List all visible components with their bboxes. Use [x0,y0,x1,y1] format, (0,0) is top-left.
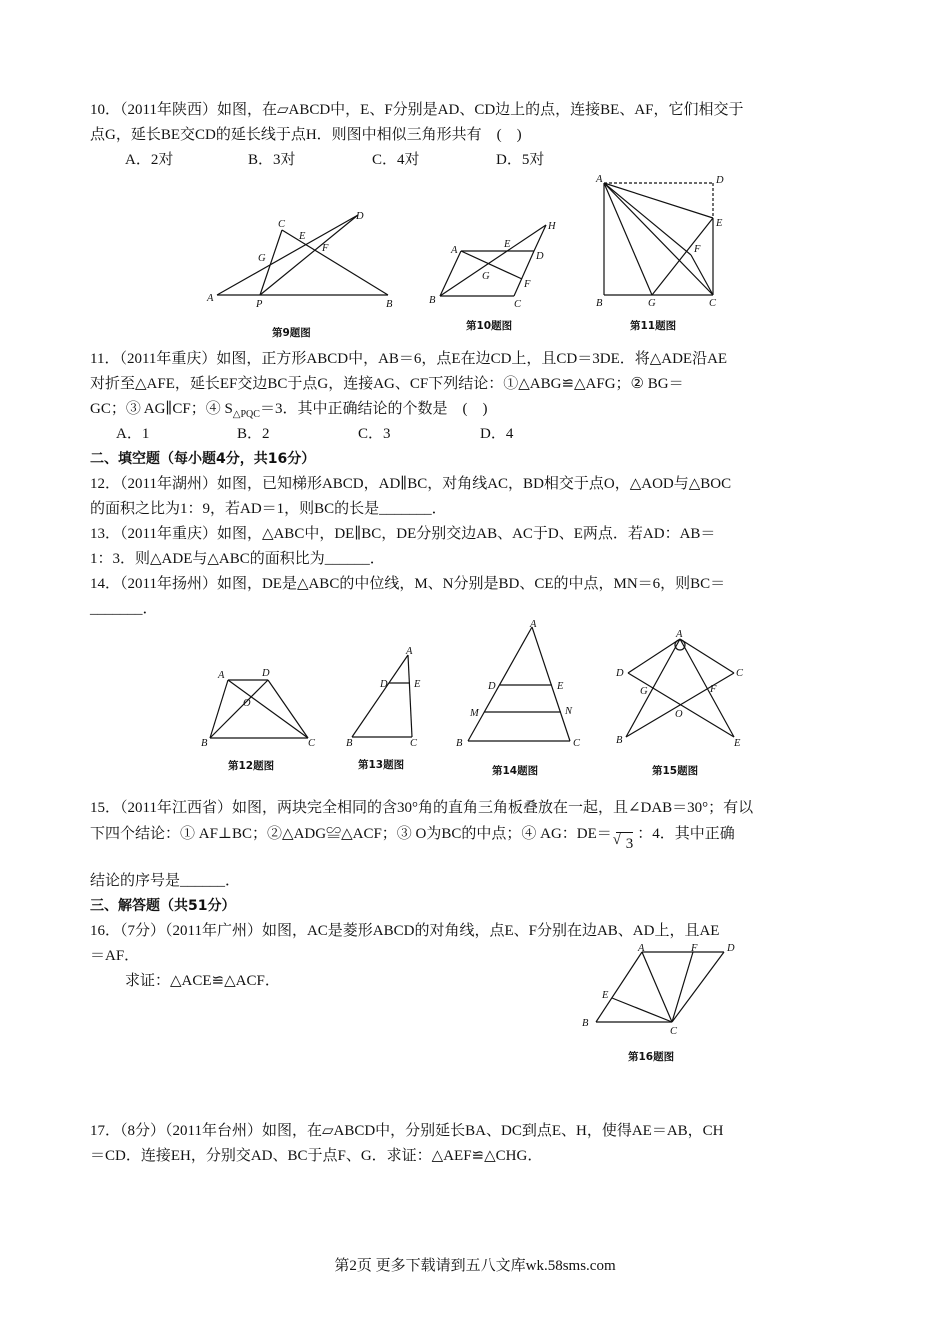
fig16-label-d: D [727,943,735,954]
fig11-label-a: A [596,174,603,185]
fig9-label-p: P [256,299,263,310]
figure-16 [576,940,751,1035]
q11-option-b: B．2 [237,426,270,442]
q11-line3-pre: GC；③ AG∥CF；④ S [90,401,233,417]
fig9-label-c: C [278,219,286,230]
q12-line1: 12．（2011年湖州）如图，已知梯形ABCD，AD∥BC，对角线AC，BD相交于点O，△AOD与△BOC [90,476,732,492]
q10-option-c: C．4对 [372,152,420,168]
fig14-label-c: C [573,738,581,749]
fig15-label-o: O [675,709,683,720]
fig13-label-b: B [346,738,353,748]
fig9-label-f: F [322,243,329,254]
figure-13-caption: 第13题图 [358,759,405,771]
fig15-label-b: B [616,735,623,746]
q11-line2: 对折至△AFE，延长EF交边BC于点G，连接AG、CF下列结论：①△ABG≌△AFG；② BG＝ [90,376,684,392]
fig10-label-h: H [548,221,556,232]
fig11-label-g: G [648,298,656,309]
q11-option-d: D．4 [480,426,514,442]
figure-10 [426,215,566,310]
fig13-label-d: D [380,679,388,690]
fig16-label-e: E [602,990,609,1001]
q11-option-c: C．3 [358,426,391,442]
fig10-label-c: C [514,299,522,310]
fig14-label-e: E [557,681,564,692]
q10-option-d: D．5对 [496,152,545,168]
fig9-label-e: E [299,231,306,242]
figure-12-caption: 第12题图 [228,760,275,772]
fig14-label-d: D [488,681,496,692]
q13-line1: 13．（2011年重庆）如图，△ABC中，DE∥BC，DE分别交边AB、AC于D、E两点．若AD：AB＝ [90,526,716,542]
figure-10-caption: 第10题图 [466,320,513,332]
sqrt-3: √ 3 [616,832,634,855]
fig13-label-a: A [406,646,413,657]
q10-line1: 10．（2011年陕西）如图，在▱ABCD中，E、F分别是AD、CD边上的点，连接BE、AF，它们相交于 [90,102,744,118]
fig15-label-c: C [736,668,744,679]
fig14-label-a: A [530,619,537,630]
q15-line2 [90,822,735,852]
q10-option-b: B．3对 [248,152,296,168]
fig10-label-a: A [451,245,458,256]
fig12-label-a: A [218,670,225,681]
figure-16-caption: 第16题图 [628,1051,675,1063]
q11-line3-post: ＝3．其中正确结论的个数是 ( ) [259,401,488,417]
fig10-label-b: B [429,295,436,306]
fig13-label-c: C [410,738,418,748]
q14-line1: 14．（2011年扬州）如图，DE是△ABC的中位线，M、N分别是BD、CE的中点，MN＝6，则BC＝ [90,576,726,592]
fig16-label-b: B [582,1018,589,1029]
q11-line1: 11．（2011年重庆）如图，正方形ABCD中，AB＝6，点E在边CD上，且CD＝3DE．将△ADE沿AE [90,351,728,367]
fig10-label-e: E [504,239,511,250]
fig16-label-f: F [691,943,698,954]
q15-line2-post: ：4．其中正确 [637,826,735,842]
fig12-label-d: D [262,668,270,679]
fig11-label-d: D [716,175,724,186]
fig12-label-b: B [201,738,208,748]
q10-line2: 点G，延长BE交CD的延长线于点H．则图中相似三角形共有 ( ) [90,127,522,143]
q16-line3: 求证：△ACE≌△ACF． [125,973,280,989]
q12-line2: 的面积之比为1：9，若AD＝1，则BC的长是_______． [90,501,447,517]
q14-line2: _______． [90,601,158,617]
fig14-label-n: N [565,706,573,717]
q15-line2-pre: 下四个结论：① AF⊥BC；②△ADG≌△ACF；③ O为BC的中点；④ AG：DE＝ [90,826,612,842]
fig9-label-g: G [258,253,266,264]
q15-line1: 15．（2011年江西省）如图，两块完全相同的含30°角的直角三角板叠放在一起，且∠DAB＝30°；有以 [90,800,754,816]
figure-9 [200,205,400,310]
fig14-label-m: M [470,708,479,719]
fig10-label-d: D [536,251,544,262]
q16-line1: 16．（7分）（2011年广州）如图，AC是菱形ABCD的对角线，点E、F分别在边AB、AD上，且AE [90,923,720,939]
fig16-label-c: C [670,1026,678,1035]
fig11-label-b: B [596,298,603,309]
figure-9-caption: 第9题图 [272,327,311,339]
q13-line2: 1：3．则△ADE与△ABC的面积比为______． [90,551,385,567]
fig12-label-o: O [243,698,251,709]
fig11-label-c: C [709,298,717,309]
q11-line3 [90,398,487,426]
figure-14-caption: 第14题图 [492,765,539,777]
fig9-label-b: B [386,299,393,310]
q17-line2: ＝CD．连接EH，分别交AD、BC于点F、G．求证：△AEF≌△CHG． [90,1148,543,1164]
figure-11-caption: 第11题图 [630,320,677,332]
q16-line2: ＝AF． [90,948,140,964]
fig12-label-c: C [308,738,316,748]
q11-option-a: A．1 [116,426,150,442]
page-footer: 第2页 更多下载请到五八文库wk.58sms.com [334,1258,616,1274]
fig15-label-a: A [676,629,683,640]
q10-option-a: A．2对 [125,152,174,168]
fig14-label-b: B [456,738,463,749]
fig15-label-e: E [734,738,741,749]
figure-12 [198,668,318,748]
fig9-label-d: D [356,211,364,222]
q15-line3: 结论的序号是______． [90,873,241,889]
fig11-label-e: E [716,218,723,229]
fig10-label-f: F [524,279,531,290]
fig11-label-f: F [694,244,701,255]
fig15-label-f: F [710,684,717,695]
section-2-heading: 二、填空题（每小题4分，共16分） [90,451,316,467]
fig10-label-g: G [482,271,490,282]
figure-14 [452,615,587,750]
fig9-label-a: A [207,293,214,304]
q17-line1: 17．（8分）（2011年台州）如图，在▱ABCD中，分别延长BA、DC到点E、H，使得AE＝AB，CH [90,1123,724,1139]
fig15-label-g: G [640,686,648,697]
fig13-label-e: E [414,679,421,690]
figure-11 [592,170,732,310]
fig16-label-a: A [638,943,645,954]
figure-15 [608,625,753,750]
figure-15-caption: 第15题图 [652,765,699,777]
fig15-label-d: D [616,668,624,679]
section-3-heading: 三、解答题（共51分） [90,898,236,914]
q11-line3-sub: △PQC [232,409,260,420]
figure-13 [340,645,430,748]
